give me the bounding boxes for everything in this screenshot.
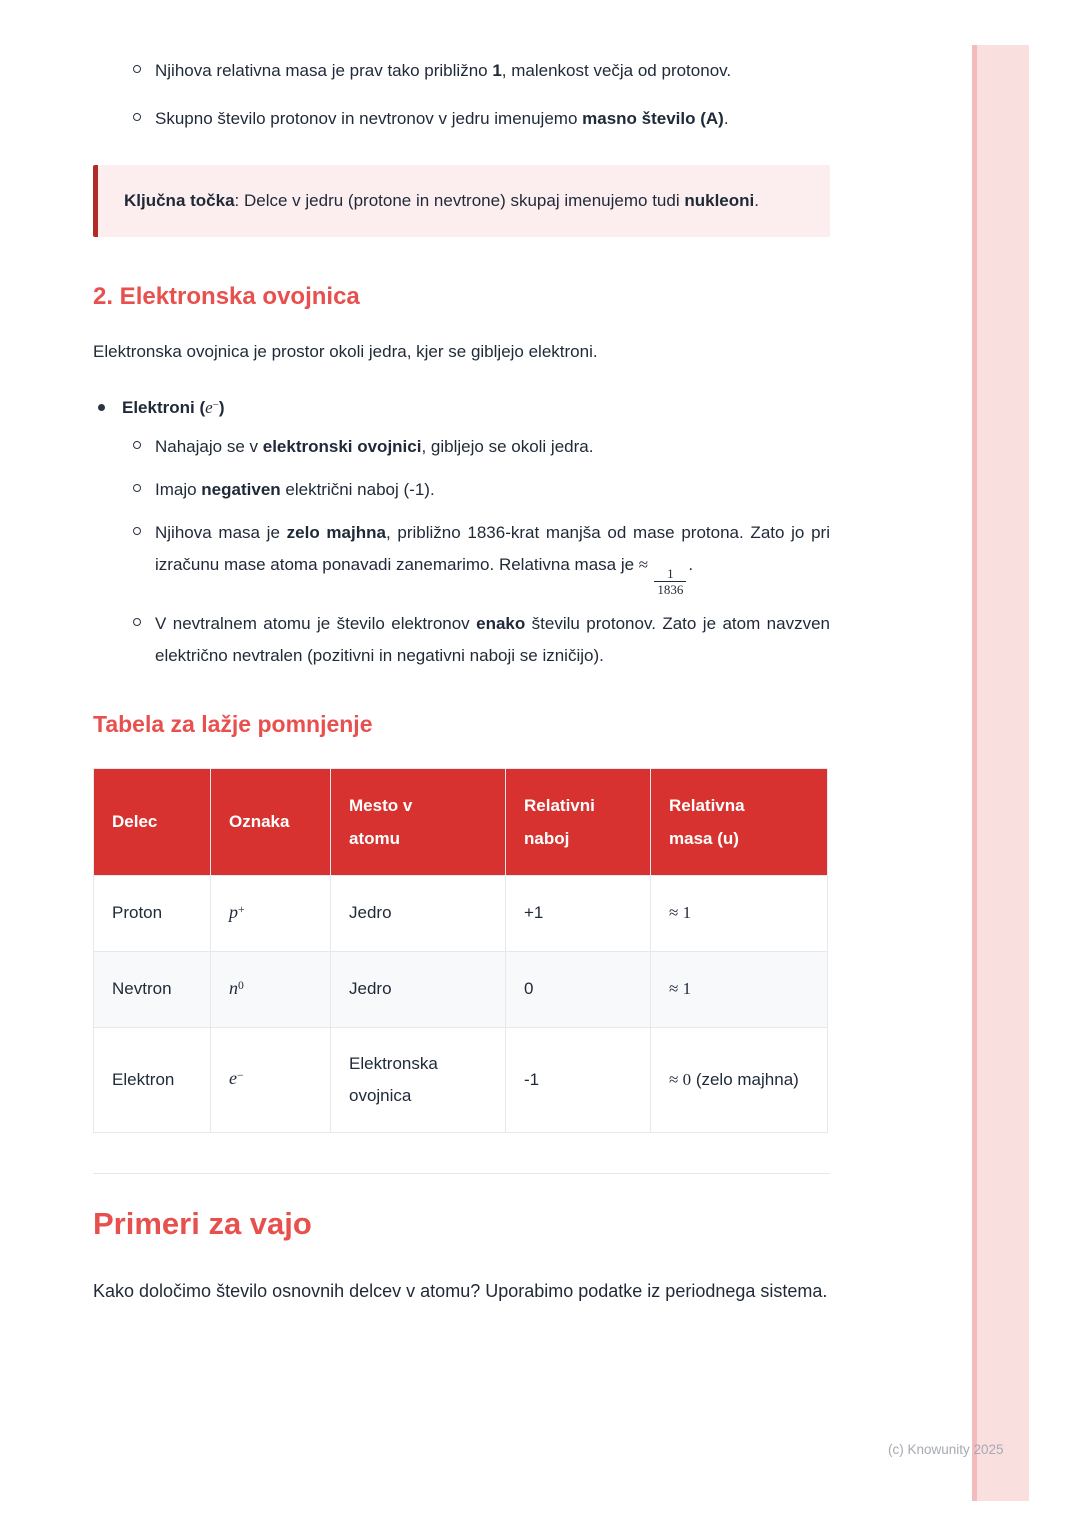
table-row-proton [94,875,828,951]
list-item-body [122,392,830,683]
electrons-list [93,392,830,683]
electrons-title: Elektroni (e−) [122,398,225,417]
list-item-text: Njihova relativna masa je prav tako približno 1, malenkost večja od protonov. [155,61,732,80]
list-item [122,608,830,672]
circle-bullet-icon [133,113,141,121]
cell-mesto: Jedro [331,951,506,1027]
column-header-oznaka: Oznaka [211,768,331,875]
cell-masa: ≈ 1 [651,875,828,951]
page-edge-strip [972,45,1029,1501]
cell-naboj: -1 [506,1027,651,1132]
column-header-relativna-masa: Relativna masa (u) [651,768,828,875]
list-item-text: V nevtralnem atomu je število elektronov enako številu protonov. Zato je atom navzven električno nevtralen (pozitivni in negativni naboji se izničijo). [155,613,830,665]
column-header-delec: Delec [94,768,211,875]
table-row-nevtron [94,951,828,1027]
list-item [93,103,830,135]
list-item-text: Nahajajo se v elektronski ovojnici, gibljejo se okoli jedra. [155,437,594,456]
list-item [122,431,830,463]
list-item-text: Imajo negativen električni naboj (-1). [155,480,435,499]
practice-heading: Primeri za vajo [93,1205,312,1241]
cell-delec: Elektron [94,1027,211,1132]
section-intro-text: Elektronska ovojnica je prostor okoli jedra, kjer se gibljejo elektroni. [93,342,598,361]
list-item-text: Njihova masa je zelo majhna, približno 1836-krat manjša od mase protona. Zato jo pri izračunu mase atoma ponavadi zanemarimo. Relativna masa je ≈ $\frac{1}{1836}$ . [155,523,830,597]
list-item [122,474,830,506]
list-item [122,517,830,597]
cell-delec: Proton [94,875,211,951]
cell-mesto: Elektronska ovojnica [331,1027,506,1132]
cell-oznaka: e− [211,1027,331,1132]
cell-naboj: 0 [506,951,651,1027]
table-header-row [94,768,828,875]
document-content [93,0,830,1312]
list-item [93,55,830,87]
nucleus-properties-list [93,55,830,135]
list-item [93,392,830,683]
cell-masa: ≈ 0 (zelo majhna) [651,1027,828,1132]
practice-intro-text: Kako določimo število osnovnih delcev v atomu? Uporabimo podatke iz periodnega sistema. [93,1280,828,1301]
copyright-watermark: (c) Knowunity 2025 [888,1442,1004,1457]
cell-oznaka: $n^0$ [211,951,331,1027]
table-section-heading: Tabela za lažje pomnjenje [93,710,373,737]
circle-bullet-icon [133,618,141,626]
cell-oznaka: p+ [211,875,331,951]
list-item-text: Skupno število protonov in nevtronov v jedru imenujemo masno število (A). [155,109,729,128]
column-header-mesto-v-atomu: Mesto v atomu [331,768,506,875]
section-divider [93,1173,830,1174]
circle-bullet-icon [133,527,141,535]
electrons-sublist [122,431,830,672]
cell-masa: ≈ 1 [651,951,828,1027]
circle-bullet-icon [133,484,141,492]
table-row-elektron [94,1027,828,1132]
cell-delec: Nevtron [94,951,211,1027]
particles-table [93,768,828,1133]
column-header-relativni-naboj: Relativni naboj [506,768,651,875]
cell-naboj: +1 [506,875,651,951]
disc-bullet-icon [98,404,105,411]
section-heading-elektronska-ovojnica: 2. Elektronska ovojnica [93,283,360,310]
circle-bullet-icon [133,441,141,449]
circle-bullet-icon [133,65,141,73]
cell-mesto: Jedro [331,875,506,951]
key-point-callout [93,165,830,237]
callout-text: Ključna točka: Delce v jedru (protone in nevtrone) skupaj imenujemo tudi nukleoni. [124,191,759,210]
